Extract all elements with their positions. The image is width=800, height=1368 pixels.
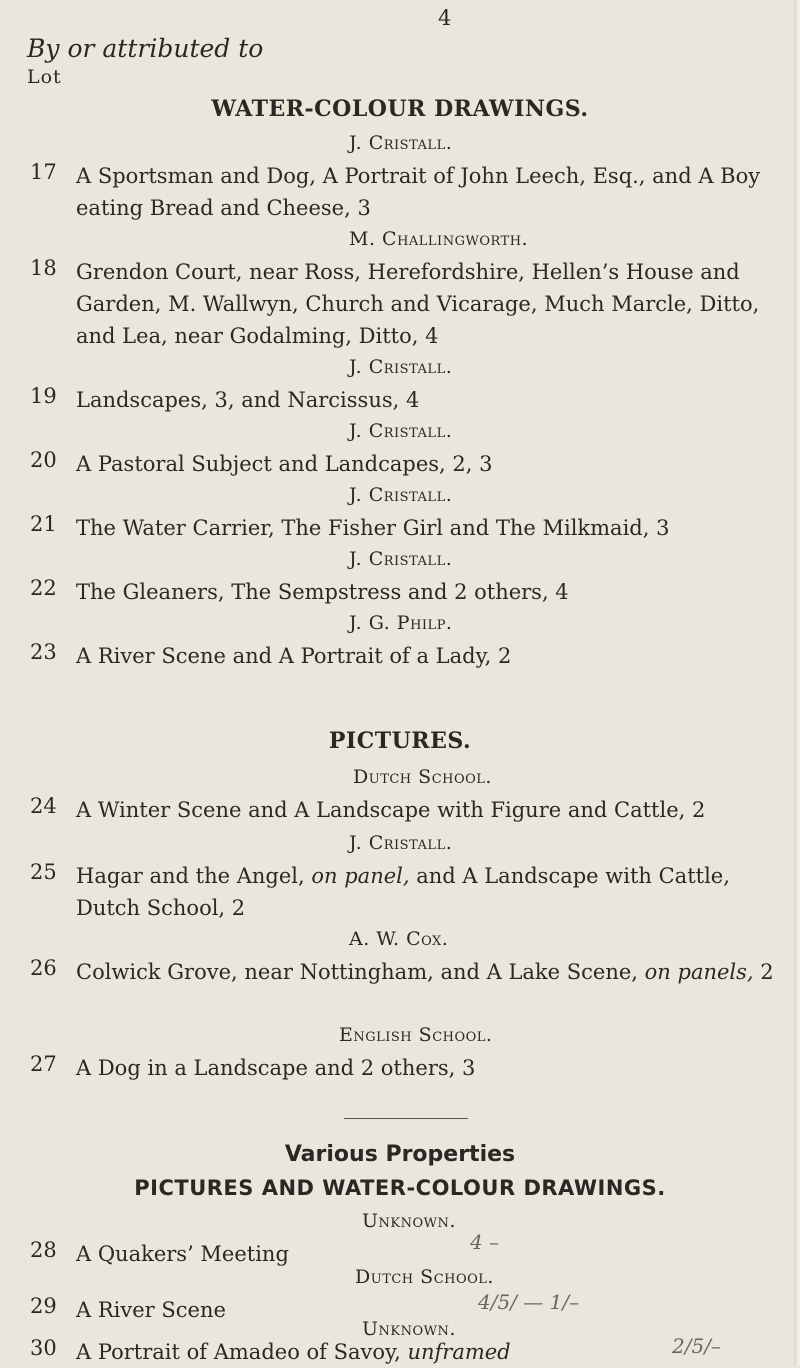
section-heading-various: Various Properties	[284, 1142, 516, 1167]
byline: By or attributed to	[27, 34, 264, 63]
artist-name: J. Cristall.	[349, 132, 453, 154]
lot-description: A Winter Scene and A Landscape with Figure and Cattle, 2	[76, 798, 706, 822]
lot-description	[76, 956, 786, 988]
lot-column-label: Lot	[27, 66, 62, 88]
lot-number: 28	[30, 1238, 57, 1262]
lot-description: A River Scene	[76, 1298, 226, 1322]
artist-name: J. Cristall.	[349, 356, 453, 378]
section-heading-pictures-watercolour: PICTURES AND WATER-COLOUR DRAWINGS.	[134, 1176, 666, 1200]
artist-name: J. Cristall.	[349, 420, 453, 442]
artist-name: Dutch School.	[355, 1266, 494, 1288]
lot-medium: on panels,	[644, 960, 754, 984]
lot-title-continued: and A Landscape with Cattle, Dutch School, 2	[76, 864, 730, 920]
lot-number: 18	[30, 256, 57, 280]
lot-number: 25	[30, 860, 57, 884]
section-heading-pictures: PICTURES.	[328, 728, 472, 754]
artist-name: J. Cristall.	[349, 548, 453, 570]
lot-number: 23	[30, 640, 57, 664]
handwritten-price: 2/5/–	[672, 1334, 721, 1358]
artist-name: Unknown.	[362, 1318, 456, 1340]
lot-number: 17	[30, 160, 57, 184]
lot-number: 27	[30, 1052, 57, 1076]
page-number: 4	[438, 6, 452, 30]
lot-title: Hagar and the Angel,	[76, 864, 305, 888]
lot-description: A Pastoral Subject and Landcapes, 2, 3	[76, 452, 493, 476]
handwritten-price: 4/5/ — 1/–	[478, 1290, 580, 1314]
lot-number: 20	[30, 448, 57, 472]
artist-name: Unknown.	[362, 1210, 456, 1232]
lot-description: The Gleaners, The Sempstress and 2 others, 4	[76, 580, 569, 604]
lot-number: 24	[30, 794, 57, 818]
lot-title: A Portrait of Amadeo of Savoy,	[76, 1340, 401, 1364]
lot-description: Landscapes, 3, and Narcissus, 4	[76, 388, 420, 412]
lot-description: Grendon Court, near Ross, Herefordshire, Hellen’s House and Garden, M. Wallwyn, Church and Vicarage, Much Marcle, Ditto, and Lea, near Godalming, Ditto, 4	[76, 260, 760, 348]
lot-description: A River Scene and A Portrait of a Lady, 2	[76, 644, 512, 668]
lot-number: 26	[30, 956, 57, 980]
lot-number: 19	[30, 384, 57, 408]
lot-title: Colwick Grove, near Nottingham, and A Lake Scene,	[76, 960, 638, 984]
artist-name: A. W. Cox.	[349, 928, 449, 950]
artist-name: J. Cristall.	[349, 484, 453, 506]
lot-number: 21	[30, 512, 57, 536]
lot-description: The Water Carrier, The Fisher Girl and The Milkmaid, 3	[76, 516, 670, 540]
lot-number: 22	[30, 576, 57, 600]
lot-description: A Dog in a Landscape and 2 others, 3	[76, 1056, 476, 1080]
section-heading-watercolour: WATER-COLOUR DRAWINGS.	[211, 96, 589, 122]
artist-name: J. G. Philp.	[349, 612, 453, 634]
lot-number: 29	[30, 1294, 57, 1318]
lot-description: A Sportsman and Dog, A Portrait of John Leech, Esq., and A Boy eating Bread and Cheese, 3	[76, 164, 761, 220]
artist-name: Dutch School.	[353, 766, 492, 788]
artist-name: English School.	[339, 1024, 493, 1046]
artist-name: M. Challingworth.	[349, 228, 529, 250]
lot-description: A Quakers’ Meeting	[76, 1242, 289, 1266]
lot-number: 30	[30, 1336, 57, 1360]
section-divider	[344, 1118, 468, 1119]
handwritten-price: 4 –	[470, 1230, 500, 1254]
lot-description	[76, 860, 786, 924]
artist-name: J. Cristall.	[349, 832, 453, 854]
lot-condition: unframed	[407, 1340, 511, 1364]
lot-count: 2	[760, 960, 774, 984]
lot-medium: on panel,	[311, 864, 410, 888]
